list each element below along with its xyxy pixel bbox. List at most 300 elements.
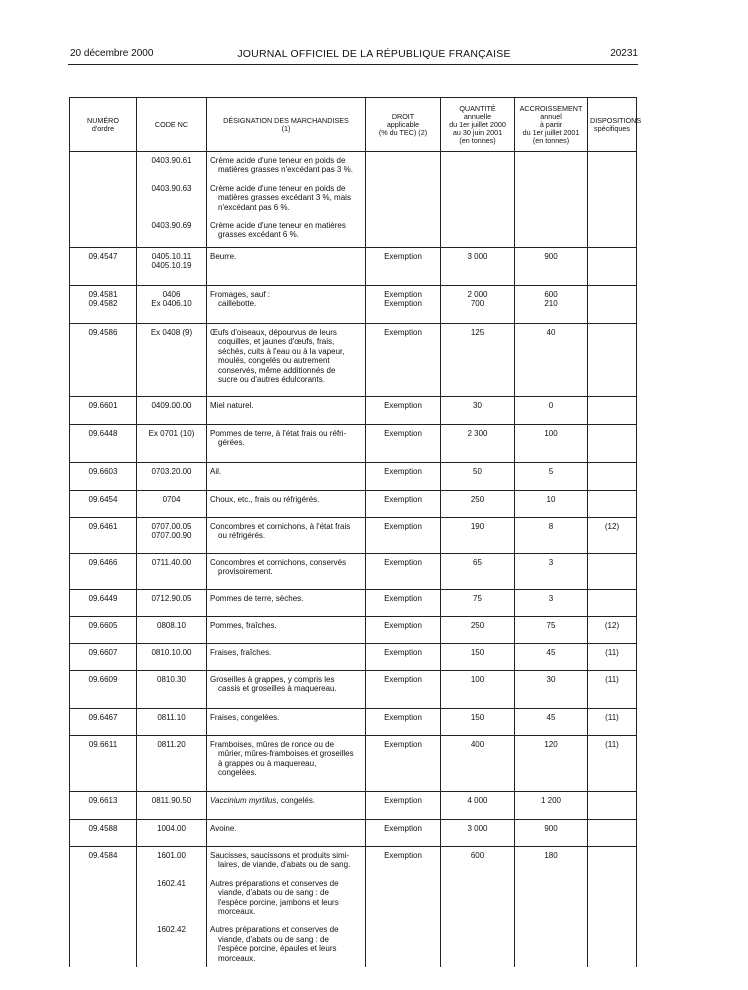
cell-accroissement xyxy=(515,397,588,425)
code-block xyxy=(140,401,203,410)
cell-droit xyxy=(366,736,441,792)
designation-line: Fraises, fraîches. xyxy=(210,648,272,657)
cell-line: 50 xyxy=(473,467,482,476)
designation-block xyxy=(210,401,362,410)
cell-droit xyxy=(366,248,441,286)
designation-line: moulés, congelés ou autrement xyxy=(218,356,330,366)
cell-accroissement xyxy=(515,491,588,518)
cell-numero xyxy=(70,324,137,397)
designation-line: Framboises, mûres de ronce ou de xyxy=(210,740,335,749)
col-header-line: (en tonnes) xyxy=(532,135,570,145)
code-block xyxy=(140,252,203,271)
cell-quantite xyxy=(441,554,515,590)
designation-line: séchés, cuits à l'eau ou à la vapeur, xyxy=(218,346,345,356)
col-header-accroissement xyxy=(515,98,588,152)
cell-line: 100 xyxy=(544,429,558,438)
designation-line: ou réfrigérés. xyxy=(218,531,266,541)
table-row xyxy=(70,590,637,617)
cell-line: 09.4547 xyxy=(88,252,118,261)
cell-quantite xyxy=(441,617,515,644)
col-header-line: ACCROISSEMENT xyxy=(519,103,583,113)
cell-line: 45 xyxy=(546,648,556,657)
spacer xyxy=(140,356,203,365)
designation-line: Pommes, fraîches. xyxy=(210,621,277,630)
cell-line: 40 xyxy=(546,328,556,337)
cell-line: 09.6461 xyxy=(88,522,118,531)
cell-accroissement xyxy=(515,736,588,792)
cell-dispositions xyxy=(588,463,637,491)
designation-line: matières grasses n'excédant pas 3 %. xyxy=(218,165,353,175)
designation-line: Autres préparations et conserves de xyxy=(210,925,339,935)
cell-code-nc xyxy=(137,792,207,820)
table-row xyxy=(70,286,637,324)
cell-line: (11) xyxy=(605,675,619,684)
cell-droit xyxy=(366,324,441,397)
cell-line: Ex 0701 (10) xyxy=(148,429,195,438)
designation-block xyxy=(210,221,362,240)
designation-line: conservés, même additionnés de xyxy=(218,365,336,375)
cell-code-nc xyxy=(137,820,207,847)
cell-droit xyxy=(366,286,441,324)
table-row xyxy=(70,736,637,792)
cell-line: Exemption xyxy=(384,299,422,309)
cell-code-nc xyxy=(137,709,207,736)
cell-line: 600 xyxy=(470,851,485,860)
cell-line: 09.6611 xyxy=(88,740,118,749)
cell-line: 0 xyxy=(548,401,554,410)
cell-line: 0810.10.00 xyxy=(151,648,192,657)
designation-block xyxy=(210,675,362,694)
designation-line: grasses excédant 6 %. xyxy=(218,230,299,240)
journal-title: JOURNAL OFFICIEL DE LA RÉPUBLIQUE FRANÇAISE xyxy=(237,48,511,60)
cell-line: 45 xyxy=(546,713,556,722)
cell-line: 0703.20.00 xyxy=(151,467,192,476)
cell-numero xyxy=(70,518,137,554)
cell-quantite xyxy=(441,518,515,554)
designation-line: Vaccinium myrtilus, congelés. xyxy=(210,796,316,805)
designation-block xyxy=(210,851,362,870)
designation-line: n'excédant pas 6 %. xyxy=(218,202,290,212)
cell-numero xyxy=(70,425,137,463)
code-block xyxy=(140,621,203,630)
designation-block xyxy=(210,290,362,309)
designation-line: Concombres et cornichons, à l'état frais xyxy=(210,522,351,531)
spacer xyxy=(140,567,203,576)
cell-dispositions xyxy=(588,671,637,709)
cell-line: Exemption xyxy=(384,522,422,531)
spacer xyxy=(140,768,203,777)
col-header-line: spécifiques xyxy=(594,123,630,133)
cell-line: 2 000 xyxy=(467,290,488,299)
designation-line: l'espèce porcine, jambons et leurs xyxy=(218,897,339,907)
cell-line: 09.4588 xyxy=(88,824,118,833)
col-header-line: annuelle xyxy=(463,111,492,121)
col-header-line: (1) xyxy=(281,123,291,133)
cell-code-nc xyxy=(137,286,207,324)
col-header-line: au 30 juin 2001 xyxy=(452,127,503,137)
designation-line: Fromages, sauf : xyxy=(210,290,271,299)
cell-code-nc xyxy=(137,397,207,425)
cell-designation xyxy=(207,617,366,644)
cell-line: Exemption xyxy=(384,252,422,261)
cell-numero xyxy=(70,847,137,968)
spacer xyxy=(140,907,203,916)
cell-code-nc xyxy=(137,463,207,491)
designation-line: Pommes de terre, sèches. xyxy=(210,594,304,603)
col-header-dispositions xyxy=(588,98,642,152)
cell-line: 09.4584 xyxy=(88,851,118,860)
cell-line: 400 xyxy=(470,740,485,749)
designation-line: mûrier, mûres-framboises et groseilles xyxy=(218,749,354,759)
cell-designation xyxy=(207,590,366,617)
cell-quantite xyxy=(441,792,515,820)
cell-line: Exemption xyxy=(384,429,422,438)
designation-block xyxy=(210,879,362,917)
code-block xyxy=(140,925,203,963)
cell-line: 09.6467 xyxy=(88,713,118,722)
cell-dispositions xyxy=(588,590,637,617)
cell-line: 1602.41 xyxy=(157,878,186,888)
cell-line: 5 xyxy=(548,467,554,476)
designation-block xyxy=(210,621,362,630)
cell-accroissement xyxy=(515,617,588,644)
cell-accroissement xyxy=(515,248,588,286)
cell-accroissement xyxy=(515,518,588,554)
designation-block xyxy=(210,184,362,212)
cell-line: Exemption xyxy=(384,824,422,833)
cell-dispositions xyxy=(588,248,637,286)
designation-line: coquilles, et jaunes d'œufs, frais, xyxy=(218,337,335,347)
spacer xyxy=(140,165,203,174)
cell-line: 65 xyxy=(473,558,482,567)
cell-line: 0811.20 xyxy=(157,740,186,749)
cell-line: Exemption xyxy=(384,290,422,299)
cell-line: 30 xyxy=(546,675,556,684)
cell-code-nc xyxy=(137,324,207,397)
cell-accroissement xyxy=(515,847,588,968)
cell-line: 3 000 xyxy=(467,824,488,833)
cell-line: (11) xyxy=(605,648,619,657)
cell-code-nc xyxy=(137,554,207,590)
spacer xyxy=(140,375,203,384)
col-header-line: CODE NC xyxy=(154,119,189,129)
spacer xyxy=(140,749,203,758)
cell-line: 190 xyxy=(470,522,485,531)
designation-line: cassis et groseilles à maquereau. xyxy=(218,684,337,694)
cell-line: 09.6607 xyxy=(88,648,118,657)
cell-line: 09.6448 xyxy=(88,429,118,438)
cell-line: 100 xyxy=(470,675,485,684)
cell-accroissement xyxy=(515,792,588,820)
cell-dispositions xyxy=(588,491,637,518)
code-block xyxy=(140,796,203,805)
col-header-designation xyxy=(207,98,366,152)
designation-line: morceaux. xyxy=(218,953,256,963)
cell-line: 3 xyxy=(548,558,554,567)
designation-line: Fraises, congelées. xyxy=(210,713,280,722)
cell-line: Exemption xyxy=(384,401,422,410)
cell-line: 700 xyxy=(470,299,485,309)
cell-line: 1004.00 xyxy=(157,824,186,833)
designation-line: morceaux. xyxy=(218,907,256,917)
cell-line: 09.6601 xyxy=(88,401,118,410)
table-body xyxy=(70,152,637,968)
code-block xyxy=(140,184,203,212)
cell-line: 4 000 xyxy=(467,796,488,805)
cell-code-nc xyxy=(137,590,207,617)
cell-designation xyxy=(207,554,366,590)
col-header-code xyxy=(137,98,207,152)
spacer xyxy=(140,337,203,346)
cell-line: Exemption xyxy=(384,467,422,476)
cell-numero xyxy=(70,397,137,425)
cell-quantite xyxy=(441,736,515,792)
cell-droit xyxy=(366,491,441,518)
cell-line: (11) xyxy=(605,713,619,722)
code-block xyxy=(140,648,203,657)
cell-line: 0808.10 xyxy=(157,621,186,630)
designation-line: Choux, etc., frais ou réfrigérés. xyxy=(210,495,320,504)
cell-line: 75 xyxy=(473,594,482,603)
header-rule xyxy=(68,64,638,65)
cell-line: 180 xyxy=(544,851,558,860)
col-header-line: (% du TEC) (2) xyxy=(378,127,428,137)
cell-line: 3 000 xyxy=(467,252,488,261)
spacer xyxy=(140,935,203,944)
cell-line: Exemption xyxy=(384,675,422,684)
cell-numero xyxy=(70,617,137,644)
cell-numero xyxy=(70,820,137,847)
cell-code-nc xyxy=(137,425,207,463)
designation-block xyxy=(210,824,362,833)
cell-line: Ex 0406.10 xyxy=(151,299,192,309)
cell-quantite xyxy=(441,397,515,425)
code-block xyxy=(140,221,203,240)
cell-line: 250 xyxy=(470,495,485,504)
col-header-line: DISPOSITIONS xyxy=(590,115,642,125)
cell-line: Exemption xyxy=(384,796,422,805)
designation-block xyxy=(210,328,362,384)
cell-line: Exemption xyxy=(384,851,422,860)
designation-block xyxy=(210,713,362,722)
col-header-line: NUMÉRO xyxy=(87,115,119,125)
cell-designation xyxy=(207,463,366,491)
cell-designation xyxy=(207,820,366,847)
cell-code-nc xyxy=(137,671,207,709)
cell-line: 10 xyxy=(546,495,556,504)
col-header-line: à partir xyxy=(539,119,563,129)
cell-line: 0403.90.61 xyxy=(151,156,192,165)
table-row xyxy=(70,847,637,968)
col-header-numero xyxy=(70,98,137,152)
cell-line: 900 xyxy=(544,824,558,833)
spacer xyxy=(140,203,203,212)
designation-block xyxy=(210,156,362,175)
cell-droit xyxy=(366,847,441,968)
cell-numero xyxy=(70,671,137,709)
cell-dispositions xyxy=(588,736,637,792)
cell-designation xyxy=(207,152,366,248)
cell-designation xyxy=(207,847,366,968)
cell-droit xyxy=(366,709,441,736)
col-header-line: applicable xyxy=(386,119,420,129)
cell-line: (11) xyxy=(605,740,619,749)
table-row xyxy=(70,792,637,820)
table-row xyxy=(70,425,637,463)
cell-quantite xyxy=(441,491,515,518)
table-row xyxy=(70,491,637,518)
spacer xyxy=(140,944,203,953)
cell-line: 0811.10 xyxy=(157,713,186,722)
spacer xyxy=(140,759,203,768)
designation-line: matières grasses excédant 3 %, mais xyxy=(218,193,351,203)
cell-line: 2 300 xyxy=(467,429,488,438)
cell-line: 210 xyxy=(544,299,558,309)
cell-line: 0811.90.50 xyxy=(151,796,192,805)
cell-dispositions xyxy=(588,425,637,463)
designation-block xyxy=(210,648,362,657)
cell-code-nc xyxy=(137,152,207,248)
cell-line: 900 xyxy=(544,252,558,261)
cell-code-nc xyxy=(137,617,207,644)
cell-line: (12) xyxy=(604,522,620,531)
cell-line: 09.4582 xyxy=(88,299,118,309)
code-block xyxy=(140,558,203,577)
col-header-line: d'ordre xyxy=(91,123,115,133)
cell-quantite xyxy=(441,590,515,617)
cell-line: 0712.90.05 xyxy=(151,594,192,603)
cell-droit xyxy=(366,617,441,644)
cell-line: 0810.30 xyxy=(157,675,186,684)
cell-droit xyxy=(366,425,441,463)
cell-line: Exemption xyxy=(384,648,422,657)
cell-line: Exemption xyxy=(384,594,422,603)
cell-line: 0406 xyxy=(162,290,181,299)
spacer xyxy=(140,898,203,907)
cell-line: 1 200 xyxy=(540,796,562,805)
spacer xyxy=(140,684,203,693)
cell-line: 09.4581 xyxy=(88,290,118,299)
designation-line: viande, d'abats ou de sang : de xyxy=(218,934,329,944)
cell-designation xyxy=(207,397,366,425)
cell-line: 0403.90.63 xyxy=(151,183,192,193)
spacer xyxy=(140,888,203,897)
designation-line: Groseilles à grappes, y compris les xyxy=(210,675,335,684)
cell-accroissement xyxy=(515,709,588,736)
designation-block xyxy=(210,522,362,541)
cell-line: Exemption xyxy=(384,328,422,337)
designation-line: Pommes de terre, à l'état frais ou réfri- xyxy=(210,429,347,438)
designation-line: congelées. xyxy=(218,768,257,778)
col-header-quantite xyxy=(441,98,515,152)
spacer xyxy=(140,954,203,963)
cell-line: 09.4586 xyxy=(88,328,118,337)
cell-line: 150 xyxy=(470,648,485,657)
designation-block xyxy=(210,594,362,603)
cell-dispositions xyxy=(588,152,637,248)
cell-dispositions xyxy=(588,518,637,554)
spacer xyxy=(140,193,203,202)
code-block xyxy=(140,429,203,448)
cell-droit xyxy=(366,644,441,671)
col-header-line: (en tonnes) xyxy=(459,135,496,145)
cell-line: 600 xyxy=(544,290,558,299)
cell-line: 75 xyxy=(546,621,556,630)
cell-accroissement xyxy=(515,554,588,590)
cell-designation xyxy=(207,248,366,286)
designation-line: Œufs d'oiseaux, dépourvus de leurs xyxy=(210,328,337,337)
table-header-row xyxy=(70,98,637,152)
cell-designation xyxy=(207,792,366,820)
col-header-line: du 1er juillet 2001 xyxy=(522,127,580,137)
cell-quantite xyxy=(441,820,515,847)
cell-line: 0405.10.11 xyxy=(151,252,192,261)
designation-line: viande, d'abats ou de sang : de xyxy=(218,888,329,898)
cell-line: 09.6466 xyxy=(88,558,118,567)
cell-accroissement xyxy=(515,463,588,491)
cell-numero xyxy=(70,792,137,820)
header-date: 20 décembre 2000 xyxy=(70,48,154,59)
cell-numero xyxy=(70,554,137,590)
code-block xyxy=(140,328,203,384)
cell-dispositions xyxy=(588,286,637,324)
cell-quantite xyxy=(441,644,515,671)
cell-line: 3 xyxy=(548,594,554,603)
designation-line: Miel naturel. xyxy=(210,401,254,410)
col-header-line: du 1er juillet 2000 xyxy=(449,119,506,129)
table-row xyxy=(70,463,637,491)
cell-line: 125 xyxy=(470,328,485,337)
code-block xyxy=(140,713,203,722)
cell-line: Exemption xyxy=(384,621,422,630)
cell-dispositions xyxy=(588,847,637,968)
cell-line: 120 xyxy=(544,740,558,749)
cell-line: 1602.42 xyxy=(157,925,186,935)
cell-designation xyxy=(207,491,366,518)
table-row xyxy=(70,248,637,286)
spacer xyxy=(140,366,203,375)
col-header-line: annuel xyxy=(540,111,562,121)
cell-line: 0704 xyxy=(162,495,181,504)
designation-line: sucre ou d'autres édulcorants. xyxy=(218,375,325,385)
cell-quantite xyxy=(441,847,515,968)
cell-designation xyxy=(207,709,366,736)
cell-line: Exemption xyxy=(384,495,422,504)
table-row xyxy=(70,518,637,554)
col-header-line: DROIT xyxy=(391,111,415,121)
table-row xyxy=(70,324,637,397)
cell-accroissement xyxy=(515,644,588,671)
cell-designation xyxy=(207,518,366,554)
cell-numero xyxy=(70,286,137,324)
cell-line: 09.6454 xyxy=(88,495,118,504)
cell-droit xyxy=(366,820,441,847)
designation-block xyxy=(210,467,362,476)
cell-quantite xyxy=(441,324,515,397)
cell-droit xyxy=(366,671,441,709)
cell-line: 250 xyxy=(470,621,485,630)
cell-dispositions xyxy=(588,554,637,590)
cell-accroissement xyxy=(515,425,588,463)
designation-line: provisoirement. xyxy=(218,567,273,577)
cell-line: Exemption xyxy=(384,713,422,722)
cell-line: Ex 0408 (9) xyxy=(150,328,193,337)
cell-code-nc xyxy=(137,518,207,554)
spacer xyxy=(140,347,203,356)
designation-line: Ail. xyxy=(210,467,222,476)
designation-block xyxy=(210,740,362,778)
cell-accroissement xyxy=(515,671,588,709)
